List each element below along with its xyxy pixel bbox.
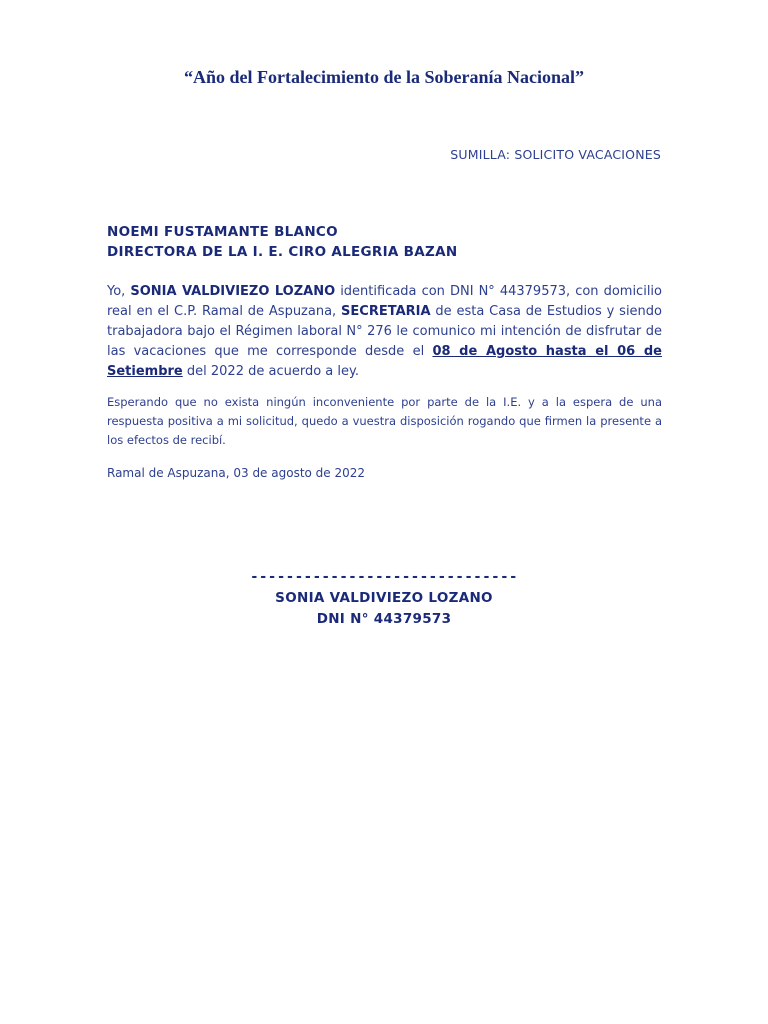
signature-line: ------------------------------ <box>250 569 518 585</box>
signature-dni: DNI N° 44379573 <box>316 611 452 627</box>
paragraph-text: Yo, <box>107 284 131 299</box>
request-paragraph <box>107 282 662 382</box>
vacation-dates: 08 de Agosto hasta el 06 de Setiembre <box>107 344 662 379</box>
closing-paragraph: Esperando que no exista ningún inconveniente por parte de la I.E. y a la espera de una respuesta positiva a mi solicitud, quedo a vuestra disposición rogando que firmen la presente a los efectos de recibí. <box>107 395 662 447</box>
signature-name: SONIA VALDIVIEZO LOZANO <box>275 590 493 606</box>
recipient-name: NOEMI FUSTAMANTE BLANCO <box>107 224 338 240</box>
recipient-position: DIRECTORA DE LA I. E. CIRO ALEGRIA BAZAN <box>107 244 458 260</box>
requester-name: SONIA VALDIVIEZO LOZANO <box>130 284 336 299</box>
signature-block <box>0 566 768 630</box>
paragraph-text: de esta Casa de Estudios y siendo trabajadora bajo el Régimen laboral N° 276 le comunico mi intención de disfrutar de las vacaciones que me corresponde desde el <box>107 304 662 359</box>
place-date: Ramal de Aspuzana, 03 de agosto de 2022 <box>107 466 366 480</box>
sumilla: SUMILLA: SOLICITO VACACIONES <box>450 147 661 162</box>
year-title: “Año del Fortalecimiento de la Soberanía Nacional” <box>184 67 584 87</box>
requester-role: SECRETARIA <box>341 304 431 319</box>
recipient-block <box>107 222 457 262</box>
paragraph-text: del 2022 de acuerdo a ley. <box>182 364 359 379</box>
paragraph-text: identificada con DNI N° 44379573, con domicilio real en el C.P. Ramal de Aspuzana, <box>107 284 662 319</box>
